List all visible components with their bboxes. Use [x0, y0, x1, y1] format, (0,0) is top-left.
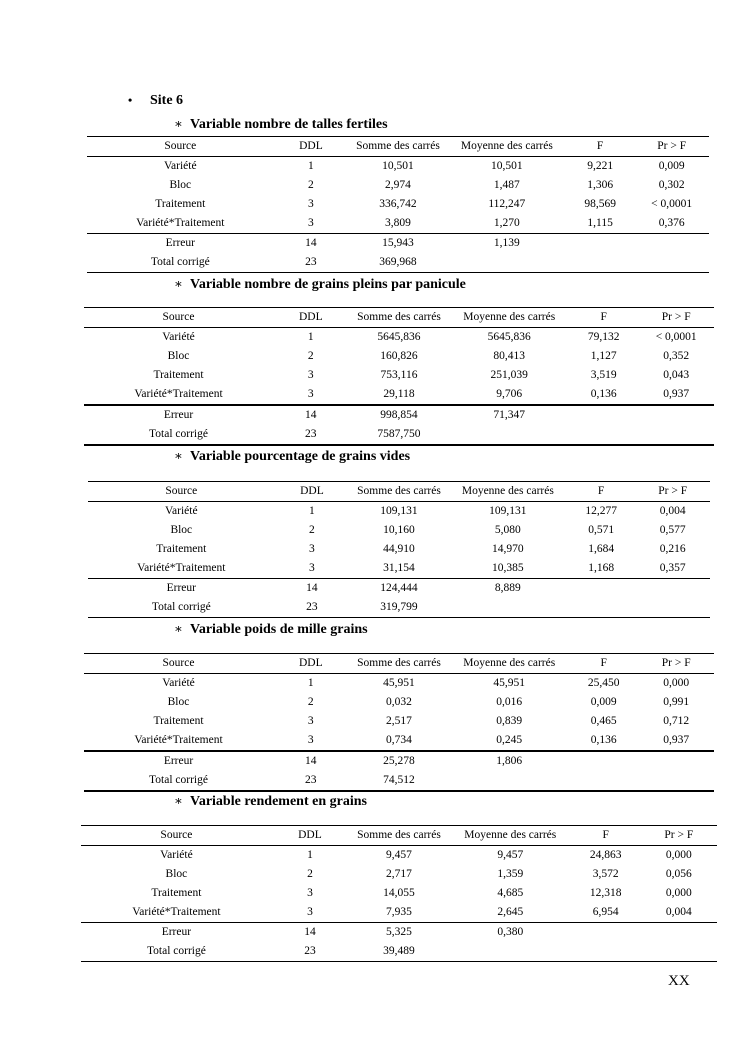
table-cell [566, 253, 634, 273]
table-cell: 251,039 [490, 369, 528, 381]
table-cell: 112,247 [488, 198, 526, 210]
table-row [88, 521, 710, 540]
table-cell: 0,000 [665, 887, 692, 899]
table-cell: 0,734 [349, 731, 450, 751]
table-cell: 9,457 [386, 849, 412, 861]
column-header: Moyenne des carrés [449, 308, 569, 328]
table-cell: Variété*Traitement [88, 559, 275, 579]
table-cell: Total corrigé [84, 771, 273, 791]
table-cell: 1,359 [497, 868, 524, 880]
column-header: Moyenne des carrés [448, 137, 566, 157]
table-cell: 1,139 [493, 237, 520, 249]
table-cell: 14 [304, 926, 316, 938]
table-cell: 3 [307, 887, 313, 899]
table-row [81, 884, 717, 903]
table-cell: 3,572 [592, 868, 619, 880]
table-cell: 23 [272, 942, 348, 962]
table-row [84, 328, 714, 348]
table-row [81, 923, 717, 943]
table-cell [571, 942, 641, 962]
page-number: XX [668, 973, 690, 989]
table-cell: 44,910 [383, 543, 415, 555]
column-header: Moyenne des carrés [449, 654, 569, 674]
column-header: Pr > F [634, 137, 709, 157]
table-cell: 15,943 [382, 237, 414, 249]
table-cell [634, 234, 709, 254]
table-cell: 2 [308, 179, 314, 191]
column-header: Pr > F [641, 826, 717, 846]
variable-title [174, 448, 410, 465]
table-header-row [87, 137, 709, 157]
table-cell: Bloc [165, 868, 188, 880]
table-cell: 160,826 [380, 350, 418, 362]
table-cell: 23 [275, 598, 350, 618]
table-row [81, 846, 717, 866]
table-cell: Bloc [169, 179, 192, 191]
table-cell: 0,839 [496, 715, 523, 727]
table-cell: 0,577 [659, 524, 686, 536]
table-cell [449, 425, 569, 445]
table-cell: Variété*Traitement [84, 385, 273, 405]
table-row [84, 385, 714, 405]
table-cell [638, 405, 714, 425]
table-header-row [84, 654, 714, 674]
table-cell: 0,000 [665, 849, 692, 861]
column-header: DDL [274, 137, 349, 157]
table-cell [449, 598, 567, 618]
table-cell: 0,937 [638, 385, 714, 405]
table-cell: 1,806 [496, 755, 523, 767]
table-cell: Total corrigé [87, 253, 274, 273]
table-cell: 0,376 [634, 214, 709, 234]
table-cell: 14 [305, 237, 317, 249]
variable-title [174, 793, 367, 810]
anova-table [87, 136, 709, 273]
table-cell: 5645,836 [377, 331, 421, 343]
table-row [88, 540, 710, 559]
column-header: Source [87, 137, 274, 157]
column-header: DDL [272, 826, 348, 846]
variable-title [174, 276, 466, 293]
table-cell: 45,951 [383, 677, 415, 689]
table-cell: 14,970 [492, 543, 524, 555]
table-cell: 124,444 [380, 582, 418, 594]
table-cell: 2,645 [450, 903, 571, 923]
table-cell: 1 [307, 331, 314, 343]
table-cell: Erreur [163, 755, 194, 767]
table-cell: 7,935 [348, 903, 450, 923]
table-cell [638, 425, 714, 445]
table-cell: Bloc [170, 524, 193, 536]
table-cell: 1,115 [566, 214, 634, 234]
table-cell: 109,131 [489, 505, 527, 517]
column-header: Pr > F [635, 482, 710, 502]
anova-table [84, 307, 714, 446]
table-cell: 9,706 [449, 385, 569, 405]
table-cell [635, 598, 710, 618]
table-cell: 0,302 [658, 179, 685, 191]
table-cell: 12,318 [589, 887, 622, 899]
column-header: Source [84, 654, 273, 674]
table-row [84, 731, 714, 751]
table-row [84, 712, 714, 731]
table-cell: 0,357 [635, 559, 710, 579]
table-cell: 0,352 [663, 350, 690, 362]
table-cell: 4,685 [497, 887, 524, 899]
table-cell: 0,056 [665, 868, 692, 880]
table-cell [450, 942, 571, 962]
variable-title [174, 116, 388, 133]
variable-title-text: Variable nombre de grains pleins par panicule [190, 277, 466, 292]
table-cell [569, 751, 638, 771]
table-row [84, 366, 714, 385]
table-header-row [88, 482, 710, 502]
table-cell: Variété [164, 160, 197, 172]
table-row [87, 253, 709, 273]
star-icon: ∗ [174, 276, 183, 291]
table-cell [638, 751, 714, 771]
column-header: Source [88, 482, 275, 502]
anova-table [88, 481, 710, 618]
table-cell: 2,717 [386, 868, 412, 880]
star-icon: ∗ [174, 621, 183, 636]
table-cell: 10,160 [383, 524, 415, 536]
table-cell: 0,216 [659, 543, 686, 555]
table-cell: ˂ 0,0001 [655, 331, 697, 343]
column-header: F [571, 826, 641, 846]
table-cell: 80,413 [493, 350, 526, 362]
table-cell: 2 [309, 524, 315, 536]
table-cell: 5,325 [386, 926, 412, 938]
table-cell: Total corrigé [88, 598, 275, 618]
table-cell: 1,487 [493, 179, 520, 191]
table-cell: 0,032 [386, 696, 412, 708]
table-cell: 3 [309, 543, 315, 555]
column-header: Somme des carrés [349, 308, 450, 328]
table-row [88, 598, 710, 618]
table-cell: 0,004 [659, 505, 686, 517]
table-cell: 0,000 [663, 677, 690, 689]
table-cell: 3,519 [590, 369, 617, 381]
table-cell: 2 [307, 696, 314, 708]
table-cell: Erreur [161, 926, 192, 938]
table-cell: 3 [275, 559, 350, 579]
table-cell: 71,347 [493, 409, 526, 421]
table-cell: 7587,750 [349, 425, 450, 445]
table-row [88, 559, 710, 579]
table-cell: 336,742 [379, 198, 417, 210]
table-cell: 1 [307, 849, 313, 861]
table-cell: 3 [273, 385, 349, 405]
table-cell: Variété*Traitement [87, 214, 274, 234]
table-cell [567, 598, 635, 618]
variable-title-text: Variable poids de mille grains [190, 622, 368, 637]
table-cell: Variété [165, 505, 198, 517]
table-cell: 6,954 [571, 903, 641, 923]
table-cell: 0,004 [641, 903, 717, 923]
table-cell: 9,221 [587, 160, 614, 172]
table-cell: 10,501 [382, 160, 414, 172]
table-cell: 5645,836 [487, 331, 531, 343]
table-cell: 0,937 [638, 731, 714, 751]
table-cell: 23 [273, 425, 349, 445]
column-header: DDL [273, 654, 349, 674]
star-icon: ∗ [174, 116, 183, 131]
table-cell: 8,889 [494, 582, 521, 594]
table-cell: 1 [307, 677, 314, 689]
table-cell [569, 425, 638, 445]
column-header: DDL [273, 308, 349, 328]
table-cell: Traitement [155, 198, 206, 210]
table-cell: 1,270 [448, 214, 566, 234]
table-header-row [84, 308, 714, 328]
table-cell: 2,974 [385, 179, 411, 191]
table-cell: 0,245 [449, 731, 569, 751]
table-cell: 2 [307, 868, 313, 880]
table-cell: 0,465 [590, 715, 617, 727]
table-row [84, 347, 714, 366]
table-cell: 23 [274, 253, 349, 273]
table-cell: Traitement [151, 887, 202, 899]
table-cell: ˂ 0,0001 [651, 198, 693, 210]
table-cell: 24,863 [589, 849, 622, 861]
table-cell: 0,571 [588, 524, 615, 536]
table-cell [641, 942, 717, 962]
table-cell: 0,016 [496, 696, 523, 708]
table-cell: Variété [160, 849, 193, 861]
table-cell: Traitement [156, 543, 207, 555]
table-row [84, 693, 714, 712]
table-cell: 0,009 [590, 696, 617, 708]
column-header: Moyenne des carrés [449, 482, 567, 502]
table-row [84, 751, 714, 771]
table-cell: 5,080 [494, 524, 521, 536]
column-header: Somme des carrés [349, 654, 450, 674]
star-icon: ∗ [174, 793, 183, 808]
table-cell: Erreur [165, 237, 195, 249]
table-cell [634, 253, 709, 273]
table-cell: 25,278 [383, 755, 415, 767]
table-cell: 14 [305, 409, 317, 421]
column-header: Moyenne des carrés [450, 826, 571, 846]
table-cell: 3,809 [348, 214, 448, 234]
table-cell [641, 923, 717, 943]
column-header: Somme des carrés [348, 137, 448, 157]
column-header: Somme des carrés [349, 482, 449, 502]
table-cell: 3 [272, 903, 348, 923]
table-cell: 1,684 [588, 543, 615, 555]
column-header: Source [84, 308, 273, 328]
table-cell: 31,154 [349, 559, 449, 579]
column-header: F [569, 654, 638, 674]
table-cell: 79,132 [587, 331, 620, 343]
table-cell: 39,489 [348, 942, 450, 962]
table-cell: Variété [162, 331, 195, 343]
table-cell: 10,501 [491, 160, 523, 172]
anova-table [81, 825, 717, 962]
site-title: Site 6 [150, 93, 184, 108]
table-cell: 0,009 [658, 160, 685, 172]
table-cell: 14,055 [383, 887, 415, 899]
column-header: Source [81, 826, 272, 846]
table-cell: Erreur [166, 582, 196, 594]
table-cell: 1,306 [587, 179, 614, 191]
table-cell [571, 923, 641, 943]
table-cell [567, 579, 635, 599]
table-row [87, 157, 709, 177]
table-cell: 3 [308, 198, 314, 210]
table-row [88, 579, 710, 599]
table-cell [638, 771, 714, 791]
bullet-icon: • [128, 93, 133, 107]
table-cell: Bloc [167, 350, 190, 362]
table-cell: 25,450 [587, 677, 620, 689]
table-cell: Traitement [153, 369, 204, 381]
table-cell [569, 771, 638, 791]
table-cell: 109,131 [380, 505, 418, 517]
column-header: F [567, 482, 635, 502]
column-header: Pr > F [638, 654, 714, 674]
table-row [84, 674, 714, 694]
table-cell [566, 234, 634, 254]
table-cell: Traitement [153, 715, 204, 727]
table-cell [449, 771, 569, 791]
table-row [81, 942, 717, 962]
table-row [84, 425, 714, 445]
table-cell [635, 579, 710, 599]
table-cell: 1 [309, 505, 315, 517]
variable-title-text: Variable pourcentage de grains vides [190, 449, 411, 464]
table-cell: 1 [308, 160, 314, 172]
table-cell: 14 [305, 755, 317, 767]
table-cell: Variété*Traitement [84, 731, 273, 751]
table-row [87, 195, 709, 214]
table-cell: 319,799 [349, 598, 449, 618]
column-header: F [569, 308, 638, 328]
table-cell: Bloc [167, 696, 190, 708]
table-cell: 0,043 [663, 369, 690, 381]
table-cell: Total corrigé [81, 942, 272, 962]
column-header: F [566, 137, 634, 157]
table-cell: 14 [306, 582, 318, 594]
table-cell: Total corrigé [84, 425, 273, 445]
table-cell: 98,569 [584, 198, 616, 210]
table-cell: Variété*Traitement [81, 903, 272, 923]
table-cell: 0,380 [497, 926, 524, 938]
table-header-row [81, 826, 717, 846]
table-row [81, 903, 717, 923]
site-heading [128, 93, 183, 109]
table-cell: 23 [273, 771, 349, 791]
table-cell: 12,277 [585, 505, 617, 517]
table-cell [448, 253, 566, 273]
table-cell: 2 [307, 350, 314, 362]
variable-title [174, 621, 368, 638]
table-cell: 0,712 [663, 715, 690, 727]
table-cell: 45,951 [493, 677, 526, 689]
table-cell: 3 [274, 214, 349, 234]
table-cell: 2,517 [386, 715, 412, 727]
table-row [87, 176, 709, 195]
table-row [81, 865, 717, 884]
table-cell: 369,968 [348, 253, 448, 273]
table-cell: 3 [307, 715, 314, 727]
variable-title-text: Variable nombre de talles fertiles [190, 117, 388, 132]
table-cell: 1,168 [567, 559, 635, 579]
table-row [87, 234, 709, 254]
table-row [84, 771, 714, 791]
column-header: Pr > F [638, 308, 714, 328]
table-cell [569, 405, 638, 425]
anova-table [84, 653, 714, 792]
table-cell: 9,457 [497, 849, 524, 861]
table-row [88, 502, 710, 522]
table-cell: 753,116 [380, 369, 418, 381]
column-header: DDL [275, 482, 350, 502]
table-cell: 29,118 [349, 385, 450, 405]
table-cell: 0,991 [663, 696, 690, 708]
table-row [87, 214, 709, 234]
table-cell: Variété [162, 677, 195, 689]
table-cell: 0,136 [569, 731, 638, 751]
table-cell: 998,854 [380, 409, 418, 421]
table-cell: Erreur [163, 409, 194, 421]
star-icon: ∗ [174, 448, 183, 463]
table-cell: 10,385 [449, 559, 567, 579]
column-header: Somme des carrés [348, 826, 450, 846]
table-cell: 74,512 [349, 771, 450, 791]
table-cell: 1,127 [590, 350, 617, 362]
variable-title-text: Variable rendement en grains [190, 794, 367, 809]
table-cell: 3 [307, 369, 314, 381]
table-cell: 0,136 [569, 385, 638, 405]
table-row [84, 405, 714, 425]
table-cell: 3 [273, 731, 349, 751]
